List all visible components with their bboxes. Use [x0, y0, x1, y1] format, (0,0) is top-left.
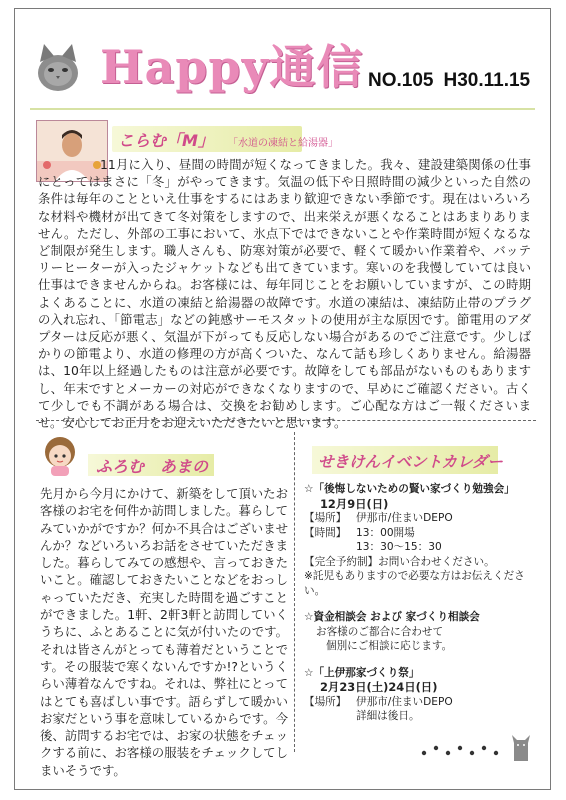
- event-name: ☆「後悔しないための賢い家づくり勉強会」: [304, 483, 515, 495]
- event-place: 伊那市/住まいDEPO: [356, 512, 453, 524]
- event-description: 個別にご相談に応じます。: [326, 640, 453, 652]
- event-name: ☆「上伊那家づくり祭」: [304, 666, 420, 679]
- issue-date: H30.11.15: [443, 70, 531, 91]
- event-note: 詳細は後日。: [356, 710, 420, 722]
- events-title: せきけんイベントカレダー: [318, 453, 503, 471]
- furomu-body: 先月から今月にかけて、新築をして頂いたお客様のお宅を何件か訪問しました。暮らしてみていかがですか？何か不具合はございませんか？などいろいろお話をさせていただきました。暮らしてみての感想や、言っておきたいこと。確認しておきたいことなどをおっしゃっていただき、充実した時間を過ごすことができました。1軒、2軒3軒と訪問していくうちに、ふとあることに気が付いたのです。それは皆さんがとっても薄着だということです。その服装で寒くないんですか!?というくらい薄着なんですね。それは、弊社にとってはとても喜ばしい事です。語らずして暖かいお家だという事を意味しているからです。今後、訪問するお宅では、お家の状態をチェックする前に、お客様の服装をチェックしてしまいそうです。: [40, 486, 288, 778]
- event-item: [304, 610, 540, 654]
- event-time-label: 【時間】: [304, 526, 347, 539]
- event-item: [304, 666, 540, 724]
- event-place-label: 【場所】: [304, 512, 347, 524]
- event-date: 2月23日(土)24日(日): [320, 680, 438, 694]
- newsletter-title: Happy通信: [100, 40, 364, 94]
- event-place-row: [304, 695, 540, 710]
- event-time-row: [304, 526, 540, 541]
- column-body-text: 11月に入り、昼間の時間が短くなってきました。我々、建設建築関係の仕事にとってはまさに「冬」がやってきます。気温の低下や日照時間の減少といった自然の条件は毎年のことといえ仕事をするにはあまり歓迎できない季節です。現在はいろいろな材料や機材が出てきて冬対策をしますので、出来栄えが悪くなることはあまりありません。ただし、外部の工事において、氷点下ではできないことや作業時間が短くなるなど制限が発生します。職人さんも、防寒対策が必要で、軽くて暖かい作業着や、バッテリーヒーターが入ったジャケットなども出てきています。寒いのを我慢していては良い仕事はできませんからね。お客様には、毎年同じことをお願いしていますが、この時期よくあることに、水道の凍結と給湯器の故障です。水道の凍結は、凍結防止帯のプラグの入れ忘れ、「節電志」などの鈍感サーモスタットの使用が主な原因です。節電用のアダプターは反応が悪く、気温が下がっても反応しない場合があるのでご注意です。少しばかりの節電より、水道の修理の方が高くついた、なんて話も珍しくありません。給湯器は、10年以上経過したものは注意が必要です。故障をしても部品がないものもありますし、年末ですとメーカーの対応ができなくなりますので、早めにご確認ください。古くて少しでも不調がある場合は、交換をお勧めします。ご心配な方はご一報くださいませ。安心してお正月をお迎えいただきたいと思います。: [38, 157, 531, 431]
- event-item: [304, 482, 540, 598]
- event-name: ☆資金相談会 および 家づくり相談会: [304, 611, 480, 623]
- cat-icon: [30, 40, 86, 96]
- event-place-row: [304, 511, 540, 526]
- column-title: こらむ「M」: [118, 131, 214, 150]
- issue-info: [368, 70, 540, 92]
- cat-silhouette-icon: [510, 731, 532, 761]
- section-divider: [36, 420, 536, 421]
- column-subtitle: 「水道の凍結と給湯器」: [228, 138, 338, 149]
- event-reservation-note: 【完全予約制】お問い合わせください。: [304, 555, 495, 568]
- issue-number: NO.105: [368, 70, 434, 91]
- event-time-range: 13：30～15：30: [356, 541, 442, 553]
- furomu-title: ふろむ あまの: [96, 457, 209, 476]
- event-place-label: 【場所】: [304, 695, 347, 708]
- event-time: 13：00開場: [356, 526, 415, 539]
- event-place: 伊那市/住まいDEPO: [356, 695, 453, 708]
- event-description: お客様のご都合に合わせて: [316, 625, 444, 638]
- column-body: [38, 156, 531, 431]
- events-list: [304, 482, 540, 736]
- girl-icon: [38, 432, 82, 476]
- event-childcare-note: ※託児もありますので必要な方はお伝えください。: [304, 570, 525, 597]
- event-date: 12月9日(日): [320, 496, 389, 511]
- header-divider: [30, 108, 535, 110]
- paw-prints-icon: [420, 742, 505, 758]
- column-divider: [294, 432, 295, 752]
